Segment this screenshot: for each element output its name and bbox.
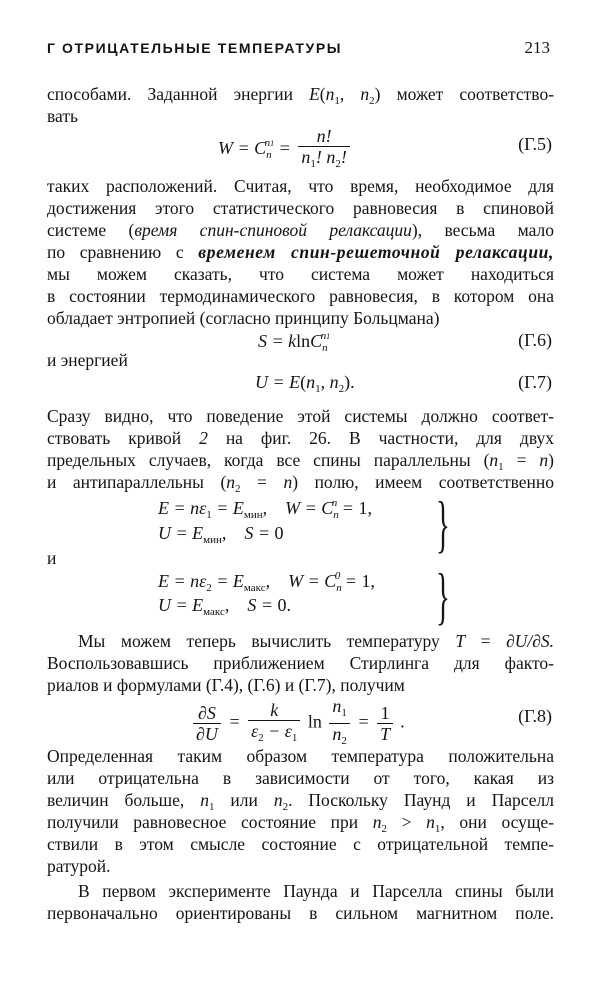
- equation-number: (Г.5): [518, 134, 552, 154]
- equation-g7: $U = E(n_1$, $n_2$).: [255, 372, 355, 395]
- text-line: в состоянии термодинамического равновесия, в котором она: [47, 286, 554, 306]
- text-line: и антипараллельны $(n_2 = n)$ полю, имеем соответственно: [47, 472, 555, 495]
- equation-g5: $W = C_n^{n1}$ = $\frac{n!}{n_1! n_2!}$: [218, 126, 353, 174]
- text-line: ствовать кривой 2 на фиг. 26. В частности, для двух: [47, 428, 554, 448]
- text-line: мы можем сказать, что система может находиться: [47, 264, 554, 284]
- text-line: получили равновесное состояние при $n_2 > n_1$, они осуще-: [47, 812, 554, 835]
- text-line: системе (время спин-спиновой релаксации), весьма мало: [47, 220, 554, 240]
- equation-g8: $\frac{\partial S}{\partial U}$ = $\frac{k}{\varepsilon_2 - \varepsilon_1}$ ln $\frac{n_1}{n_2}$ = $\frac{1}{T}$ .: [190, 696, 405, 751]
- text-line: риалов и формулами (Г.4), (Г.6) и (Г.7), получим: [47, 675, 405, 695]
- text-line: В первом эксперименте Паунда и Парселла спины были: [78, 881, 554, 901]
- text-line: обладает энтропией (согласно принципу Больцмана): [47, 308, 440, 328]
- right-brace: }: [436, 560, 450, 631]
- text-line: вать: [47, 106, 78, 126]
- text-line: Воспользовавшись приближением Стирлинга для факто-: [47, 653, 554, 673]
- text-line: предельных случаев, когда все спины параллельны $(n_1 = n)$: [47, 450, 554, 473]
- equation-g6: S = klnC$_n^{n1}$: [258, 330, 331, 354]
- text-line: Мы можем теперь вычислить температуру T = ∂U/∂S.: [78, 631, 555, 651]
- text-line: величин больше, $n_1$ или $n_2$. Поскольку Паунд и Парселл: [47, 790, 554, 813]
- equation-number: (Г.7): [518, 372, 552, 392]
- equation-limit-min-line1: $E = n\varepsilon_1 = E_{мин}$, $W = C_n^n = 1$,: [158, 497, 372, 521]
- equation-limit-max-line2: $U = E_{макс}$, S = 0.: [158, 595, 292, 618]
- page-number: 213: [524, 38, 550, 57]
- text-line: по сравнению с временем спин-решеточной релаксации,: [47, 242, 554, 262]
- right-brace: }: [436, 488, 450, 559]
- equation-number: (Г.8): [518, 706, 552, 726]
- text-line: Сразу видно, что поведение этой системы должно соответ-: [47, 406, 554, 426]
- text-line: первоначально ориентированы в сильном магнитном поле.: [47, 903, 554, 923]
- text-line: таких расположений. Считая, что время, необходимое для: [47, 176, 554, 196]
- text-line: ратурой.: [47, 856, 111, 876]
- text-line: достижения этого статистического равновесия в спиновой: [47, 198, 554, 218]
- text-line: или отрицательна в зависимости от того, какая из: [47, 768, 554, 788]
- equation-limit-max-line1: $E = n\varepsilon_2 = E_{макс}$, $W = C_n^0 = 1$,: [158, 570, 375, 594]
- text-line: ствили в этом смысле состояние с отрицательной темпе-: [47, 834, 554, 854]
- equation-number: (Г.6): [518, 330, 552, 350]
- running-header: Г ОТРИЦАТЕЛЬНЫЕ ТЕМПЕРАТУРЫ: [47, 40, 343, 56]
- equation-limit-min-line2: $U = E_{мин}$, S = 0: [158, 523, 284, 546]
- text-line: способами. Заданной энергии $E(n_1$, $n_2$) может соответство-: [47, 84, 555, 107]
- text-fragment: и: [47, 548, 57, 568]
- text-fragment: и энергией: [47, 350, 128, 370]
- text-line: Определенная таким образом температура положительна: [47, 746, 554, 766]
